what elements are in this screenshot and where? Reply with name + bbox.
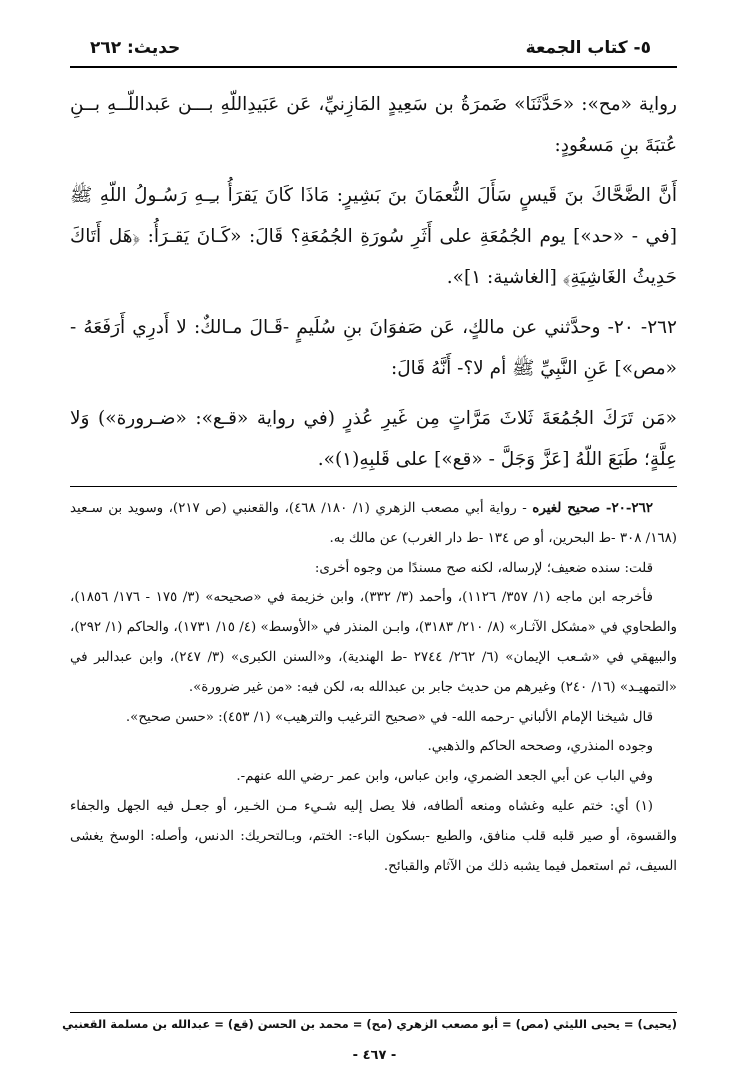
note-paragraph: وفي الباب عن أبي الجعد الضمري، وابن عباس، وابن عمر -رضي الله عنهم-. xyxy=(236,769,653,785)
hadith-paragraph: «مَن تَرَكَ الجُمُعَةَ ثَلاثَ مَرَّاتٍ مِن غَيرِ عُذرٍ (في رواية «قـع»: «ضـرورة») وَلا عِلَّةٍ؛ طَبَعَ اللّهُ [عَزَّ وَجَلَّ - «قع»] على قَلبِهِ(١)». xyxy=(70,408,677,470)
sigla-legend: (يحيى) = يحيى الليثي (مص) = أبو مصعب الزهري (مح) = محمد بن الحسن (قع) = عبدالله بن مسلمة القعنبي xyxy=(62,1017,677,1031)
page-number: - ٤٦٧ - xyxy=(352,1048,397,1063)
hadith-number: حديث: ٢٦٢ xyxy=(90,38,181,58)
note-paragraph: قال شيخنا الإمام الألباني -رحمه الله- في «صحيح الترغيب والترهيب» (١/ ٤٥٣): «حسن صحيح». xyxy=(125,709,653,725)
notes-divider xyxy=(70,486,677,487)
header-divider xyxy=(70,66,677,68)
grading-label: ٢٦٢-٢٠- صحيح لغيره xyxy=(532,500,653,516)
footnote-1: (١) أي: ختم عليه وغشاه ومنعه ألطافه، فلا يصل إليه شـيء مـن الخـير، أو جعـل فيه الجهل والجفاء والقسوة، أو صير قلبه قلب منافق، والطبع -بسكون الباء-: الختم، وبـالتحريك: الدنس، وأصله: الوسخ يغشى السيف، ثم استعمل فيما يشبه ذلك من الآثام والقبائح. xyxy=(70,798,677,874)
narration-chain-paragraph: رواية «مح»: «حَدَّثَنَا» ضَمرَةُ بن سَعِيدٍ المَازِنيِّ، عَن عَبَيدِاللّهِ بـــن عَبداللّــهِ بــنِ عُتبَةَ بنِ مَسعُودٍ: xyxy=(70,94,677,156)
hadith-text xyxy=(70,84,677,480)
chapter-title: ٥- كتاب الجمعة xyxy=(525,38,651,58)
footnotes xyxy=(70,494,677,881)
hadith-paragraph: ٢٦٢- ٢٠- وحدَّثني عن مالكٍ، عَن صَفوَانَ بنِ سُلَيمٍ -قَـالَ مـالكٌ: لا أَدرِي أَرَفَعَهُ - «مص»] عَنِ النَّبِيِّ ﷺ أم لا؟- أَنَّهُ قَالَ: xyxy=(70,317,677,379)
running-header xyxy=(90,33,651,63)
footer-divider xyxy=(70,1012,677,1013)
takhrij-note xyxy=(70,494,677,554)
note-paragraph: قلت: سنده ضعيف؛ لإرساله، لكنه صح مسندًا من وجوه أخرى: xyxy=(314,560,653,576)
takhrij-text: - رواية أبي مصعب الزهري (١/ ١٨٠/ ٤٦٨)، والقعنبي (ص ٢١٧)، وسويد بن سـعيد (١٦٨/ ٣٠٨ -ط البحرين، أو ص ١٣٤ -ط دار الغرب) عن مالك به. xyxy=(70,501,677,546)
note-paragraph: وجوده المنذري، وصححه الحاكم والذهبي. xyxy=(427,739,653,755)
note-paragraph: فأخرجه ابن ماجه (١/ ٣٥٧/ ١١٢٦)، وأحمد (٣/ ٣٣٢)، وابن خزيمة في «صحيحه» (٣/ ١٧٥ - ١٧٦/ ١٨٥٦)، والطحاوي في «مشكل الآثـار» (٨/ ٢١٠/ ٣١٨٣)، وابـن المنذر في «الأوسط» (٤/ ١٥/ ١٧٣١)، والحاكم (١/ ٢٩٢)، والبيهقي في «شـعب الإيمان» (٦/ ٢٦٢/ ٢٧٤٤ -ط الهندية)، و«السنن الكبرى» (٣/ ٢٤٧)، وابن عبدالبر في «التمهيـد» (١٦/ ٢٤٠) وغيرهم من حديث جابر بن عبدالله به، لكن فيه: «من غير ضرورة». xyxy=(70,590,677,695)
hadith-paragraph: أَنَّ الضَّحَّاكَ بنَ قَيسٍ سَأَلَ النُّعمَانَ بنَ بَشِيرٍ: مَاذَا كَانَ يَقرَأُ بـِـهِ رَسُـولُ اللّهِ ﷺ [في - «حد»] يوم الجُمُعَةِ على أَثَرِ سُورَةِ الجُمُعَةِ؟ قَالَ: «كَـانَ يَقـرَأُ: ﴿هَل أَتَاكَ حَدِيثُ الغَاشِيَةِ﴾ [الغاشية: ١]». xyxy=(70,185,677,288)
